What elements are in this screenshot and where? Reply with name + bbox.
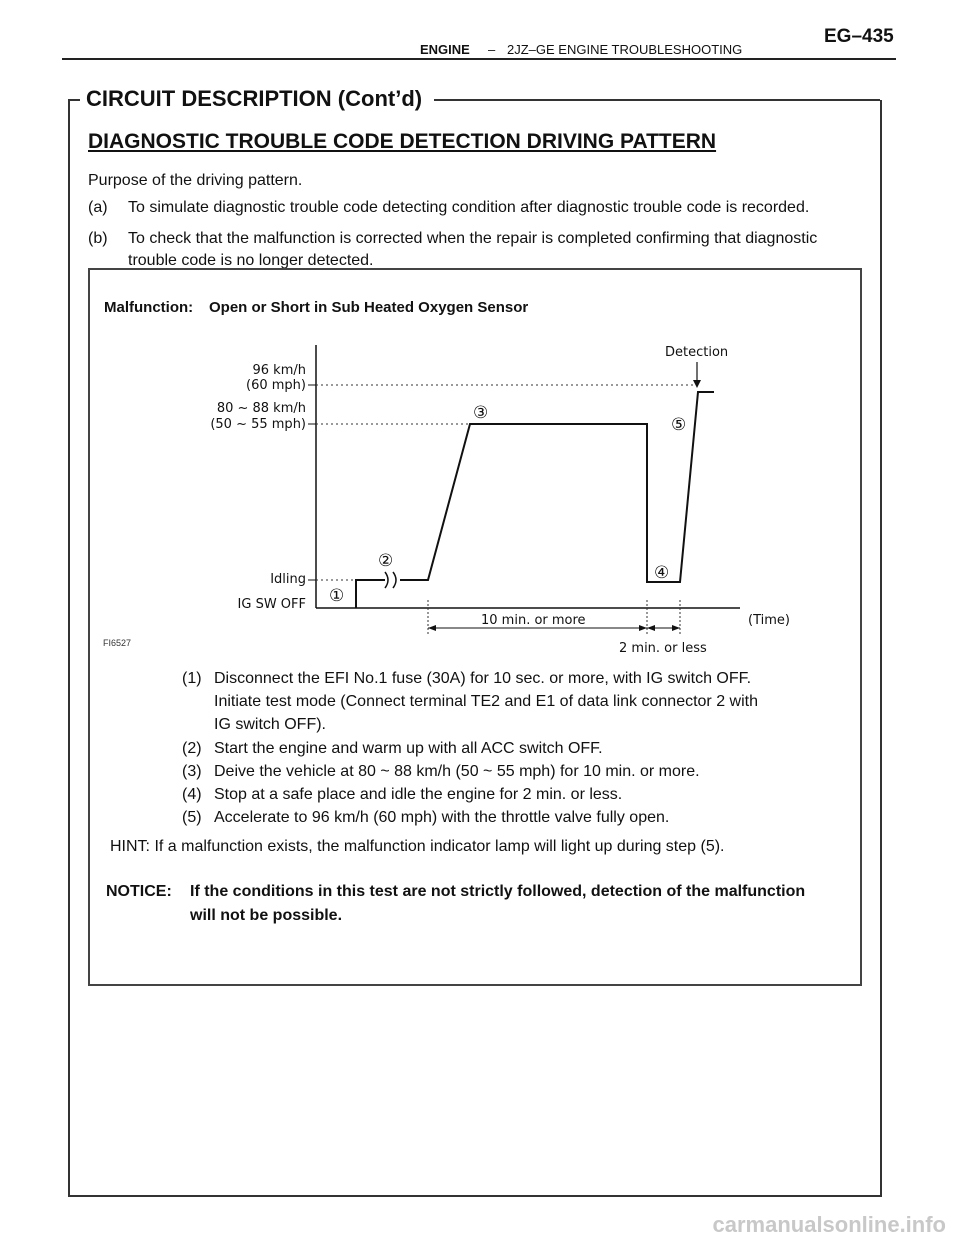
notice-line-1: If the conditions in this test are not strictly followed, detection of the malfunction <box>190 883 806 900</box>
y-label-50-55mph: (50 ~ 55 mph) <box>210 417 306 432</box>
step-3-tag: (3) <box>182 763 202 780</box>
step-2-text: Start the engine and warm up with all ACC switch OFF. <box>214 740 603 757</box>
duration-10min-label: 10 min. or more <box>481 613 586 628</box>
step-marker-5: ⑤ <box>671 415 687 435</box>
watermark: carmanualsonline.info <box>712 1212 946 1237</box>
step-2-tag: (2) <box>182 740 202 757</box>
y-label-60mph: (60 mph) <box>246 378 306 393</box>
step-4-text: Stop at a safe place and idle the engine for 2 min. or less. <box>214 786 623 803</box>
malfunction-label: Malfunction: <box>104 299 194 316</box>
step-marker-3: ③ <box>473 403 489 423</box>
header-section: ENGINE <box>420 42 470 57</box>
step-1-tag: (1) <box>182 670 202 687</box>
dim-arrow-2 <box>639 625 647 631</box>
trace-main <box>400 392 714 582</box>
duration-2min-label: 2 min. or less <box>619 641 707 656</box>
trace-break-mark <box>385 572 396 588</box>
step-1-cont-2: IG switch OFF). <box>214 716 326 733</box>
purpose-b-text-1: To check that the malfunction is corrected when the repair is completed confirming that diagnostic <box>128 230 818 247</box>
detection-label: Detection <box>665 345 729 360</box>
malfunction-text: Open or Short in Sub Heated Oxygen Sensor <box>209 299 529 316</box>
trace-start-idle <box>356 580 385 608</box>
step-marker-4: ④ <box>654 563 670 583</box>
step-5-text: Accelerate to 96 km/h (60 mph) with the throttle valve fully open. <box>214 809 670 826</box>
step-3-text: Deive the vehicle at 80 ~ 88 km/h (50 ~ 55 mph) for 10 min. or more. <box>214 763 700 780</box>
page-number: EG–435 <box>824 26 894 47</box>
y-label-ig-sw-off: IG SW OFF <box>237 597 306 612</box>
detection-arrowhead <box>693 380 701 388</box>
hint-text: HINT: If a malfunction exists, the malfunction indicator lamp will light up during step (5). <box>110 838 725 855</box>
step-marker-2: ② <box>378 551 394 571</box>
purpose-b-text-2: trouble code is no longer detected. <box>128 252 374 269</box>
purpose-a-tag: (a) <box>88 199 108 216</box>
circuit-description-title: CIRCUIT DESCRIPTION (Cont’d) <box>82 86 426 112</box>
step-marker-1: ① <box>329 586 345 606</box>
notice-label: NOTICE: <box>106 883 172 900</box>
dtc-pattern-title: DIAGNOSTIC TROUBLE CODE DETECTION DRIVING PATTERN <box>88 130 717 153</box>
step-1-text: Disconnect the EFI No.1 fuse (30A) for 10 sec. or more, with IG switch OFF. <box>214 670 752 687</box>
step-1-cont-1: Initiate test mode (Connect terminal TE2 and E1 of data link connector 2 with <box>214 693 758 710</box>
x-axis-time-label: (Time) <box>748 613 790 628</box>
dim-arrow-1 <box>428 625 436 631</box>
notice-line-2: will not be possible. <box>190 907 343 924</box>
step-5-tag: (5) <box>182 809 202 826</box>
y-label-idling: Idling <box>270 572 306 587</box>
y-label-96kmh: 96 km/h <box>252 363 306 378</box>
purpose-intro: Purpose of the driving pattern. <box>88 172 303 189</box>
dim-arrow-4 <box>672 625 680 631</box>
header-dash: – <box>488 42 496 57</box>
dim-arrow-3 <box>647 625 655 631</box>
purpose-a-text: To simulate diagnostic trouble code detecting condition after diagnostic trouble code is recorded. <box>128 199 810 216</box>
purpose-b-tag: (b) <box>88 230 108 247</box>
figure-code: FI6527 <box>103 638 132 648</box>
header-subsection: 2JZ–GE ENGINE TROUBLESHOOTING <box>507 42 743 57</box>
step-4-tag: (4) <box>182 786 202 803</box>
y-label-80-88kmh: 80 ~ 88 km/h <box>216 401 306 416</box>
